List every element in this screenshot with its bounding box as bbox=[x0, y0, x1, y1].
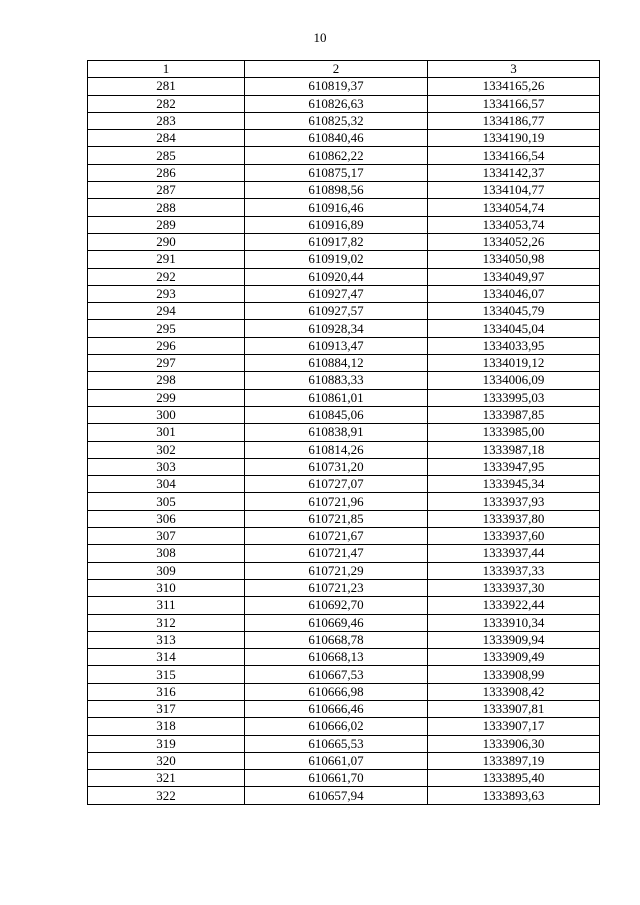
y-coordinate-cell: 1334142,37 bbox=[428, 164, 600, 181]
table-row bbox=[88, 95, 600, 112]
table-row bbox=[88, 631, 600, 648]
table-row bbox=[88, 683, 600, 700]
y-coordinate-cell: 1334186,77 bbox=[428, 112, 600, 129]
y-coordinate-cell: 1333987,85 bbox=[428, 406, 600, 423]
point-number-cell: 310 bbox=[88, 579, 245, 596]
y-coordinate-cell: 1333937,44 bbox=[428, 545, 600, 562]
point-number-cell: 290 bbox=[88, 233, 245, 250]
y-coordinate-cell: 1333910,34 bbox=[428, 614, 600, 631]
y-coordinate-cell: 1333937,93 bbox=[428, 493, 600, 510]
table-row bbox=[88, 700, 600, 717]
point-number-cell: 311 bbox=[88, 597, 245, 614]
x-coordinate-cell: 610913,47 bbox=[245, 337, 428, 354]
x-coordinate-cell: 610927,47 bbox=[245, 285, 428, 302]
x-coordinate-cell: 610668,78 bbox=[245, 631, 428, 648]
x-coordinate-cell: 610883,33 bbox=[245, 372, 428, 389]
x-coordinate-cell: 610661,70 bbox=[245, 770, 428, 787]
y-coordinate-cell: 1334046,07 bbox=[428, 285, 600, 302]
y-coordinate-cell: 1333909,49 bbox=[428, 649, 600, 666]
point-number-cell: 301 bbox=[88, 424, 245, 441]
y-coordinate-cell: 1334052,26 bbox=[428, 233, 600, 250]
table-row bbox=[88, 216, 600, 233]
x-coordinate-cell: 610668,13 bbox=[245, 649, 428, 666]
table-row bbox=[88, 78, 600, 95]
x-coordinate-cell: 610840,46 bbox=[245, 130, 428, 147]
table-row bbox=[88, 424, 600, 441]
y-coordinate-cell: 1333945,34 bbox=[428, 476, 600, 493]
y-coordinate-cell: 1334054,74 bbox=[428, 199, 600, 216]
point-number-cell: 316 bbox=[88, 683, 245, 700]
point-number-cell: 304 bbox=[88, 476, 245, 493]
point-number-cell: 289 bbox=[88, 216, 245, 233]
table-row bbox=[88, 320, 600, 337]
table-row bbox=[88, 199, 600, 216]
point-number-cell: 296 bbox=[88, 337, 245, 354]
x-coordinate-cell: 610721,47 bbox=[245, 545, 428, 562]
x-coordinate-cell: 610916,89 bbox=[245, 216, 428, 233]
point-number-cell: 305 bbox=[88, 493, 245, 510]
coordinates-table bbox=[87, 60, 600, 805]
table-row bbox=[88, 233, 600, 250]
point-number-cell: 321 bbox=[88, 770, 245, 787]
column-header-2: 2 bbox=[245, 61, 428, 78]
point-number-cell: 313 bbox=[88, 631, 245, 648]
point-number-cell: 308 bbox=[88, 545, 245, 562]
y-coordinate-cell: 1333909,94 bbox=[428, 631, 600, 648]
table-row bbox=[88, 770, 600, 787]
x-coordinate-cell: 610731,20 bbox=[245, 458, 428, 475]
page-number: 10 bbox=[313, 30, 327, 45]
y-coordinate-cell: 1334104,77 bbox=[428, 182, 600, 199]
point-number-cell: 295 bbox=[88, 320, 245, 337]
y-coordinate-cell: 1334190,19 bbox=[428, 130, 600, 147]
point-number-cell: 309 bbox=[88, 562, 245, 579]
point-number-cell: 319 bbox=[88, 735, 245, 752]
point-number-cell: 314 bbox=[88, 649, 245, 666]
y-coordinate-cell: 1333893,63 bbox=[428, 787, 600, 804]
x-coordinate-cell: 610666,98 bbox=[245, 683, 428, 700]
y-coordinate-cell: 1333987,18 bbox=[428, 441, 600, 458]
y-coordinate-cell: 1334006,09 bbox=[428, 372, 600, 389]
y-coordinate-cell: 1334045,79 bbox=[428, 303, 600, 320]
x-coordinate-cell: 610919,02 bbox=[245, 251, 428, 268]
table-row bbox=[88, 337, 600, 354]
x-coordinate-cell: 610884,12 bbox=[245, 355, 428, 372]
x-coordinate-cell: 610721,23 bbox=[245, 579, 428, 596]
table-row bbox=[88, 130, 600, 147]
x-coordinate-cell: 610862,22 bbox=[245, 147, 428, 164]
point-number-cell: 291 bbox=[88, 251, 245, 268]
table-row bbox=[88, 545, 600, 562]
table-row bbox=[88, 147, 600, 164]
table-body bbox=[88, 78, 600, 804]
y-coordinate-cell: 1333907,17 bbox=[428, 718, 600, 735]
x-coordinate-cell: 610721,67 bbox=[245, 528, 428, 545]
y-coordinate-cell: 1334049,97 bbox=[428, 268, 600, 285]
y-coordinate-cell: 1333897,19 bbox=[428, 752, 600, 769]
point-number-cell: 286 bbox=[88, 164, 245, 181]
point-number-cell: 302 bbox=[88, 441, 245, 458]
table-row bbox=[88, 718, 600, 735]
x-coordinate-cell: 610875,17 bbox=[245, 164, 428, 181]
table-row bbox=[88, 303, 600, 320]
x-coordinate-cell: 610692,70 bbox=[245, 597, 428, 614]
y-coordinate-cell: 1334033,95 bbox=[428, 337, 600, 354]
y-coordinate-cell: 1333907,81 bbox=[428, 700, 600, 717]
table-row bbox=[88, 355, 600, 372]
x-coordinate-cell: 610917,82 bbox=[245, 233, 428, 250]
point-number-cell: 294 bbox=[88, 303, 245, 320]
x-coordinate-cell: 610721,96 bbox=[245, 493, 428, 510]
table-row bbox=[88, 752, 600, 769]
table-row bbox=[88, 510, 600, 527]
table-row bbox=[88, 579, 600, 596]
x-coordinate-cell: 610669,46 bbox=[245, 614, 428, 631]
x-coordinate-cell: 610666,46 bbox=[245, 700, 428, 717]
x-coordinate-cell: 610838,91 bbox=[245, 424, 428, 441]
table-row bbox=[88, 268, 600, 285]
y-coordinate-cell: 1333908,99 bbox=[428, 666, 600, 683]
table-row bbox=[88, 285, 600, 302]
y-coordinate-cell: 1334166,54 bbox=[428, 147, 600, 164]
y-coordinate-cell: 1333937,33 bbox=[428, 562, 600, 579]
y-coordinate-cell: 1333995,03 bbox=[428, 389, 600, 406]
table-row bbox=[88, 528, 600, 545]
point-number-cell: 298 bbox=[88, 372, 245, 389]
y-coordinate-cell: 1333906,30 bbox=[428, 735, 600, 752]
table-row bbox=[88, 372, 600, 389]
x-coordinate-cell: 610928,34 bbox=[245, 320, 428, 337]
x-coordinate-cell: 610898,56 bbox=[245, 182, 428, 199]
point-number-cell: 283 bbox=[88, 112, 245, 129]
point-number-cell: 307 bbox=[88, 528, 245, 545]
point-number-cell: 320 bbox=[88, 752, 245, 769]
x-coordinate-cell: 610819,37 bbox=[245, 78, 428, 95]
y-coordinate-cell: 1333937,60 bbox=[428, 528, 600, 545]
point-number-cell: 299 bbox=[88, 389, 245, 406]
x-coordinate-cell: 610661,07 bbox=[245, 752, 428, 769]
y-coordinate-cell: 1334053,74 bbox=[428, 216, 600, 233]
x-coordinate-cell: 610927,57 bbox=[245, 303, 428, 320]
point-number-cell: 285 bbox=[88, 147, 245, 164]
table-header-row bbox=[88, 61, 600, 78]
table-row bbox=[88, 649, 600, 666]
table-row bbox=[88, 666, 600, 683]
point-number-cell: 322 bbox=[88, 787, 245, 804]
x-coordinate-cell: 610657,94 bbox=[245, 787, 428, 804]
x-coordinate-cell: 610825,32 bbox=[245, 112, 428, 129]
point-number-cell: 284 bbox=[88, 130, 245, 147]
y-coordinate-cell: 1333937,30 bbox=[428, 579, 600, 596]
table-row bbox=[88, 597, 600, 614]
table-row bbox=[88, 251, 600, 268]
table-row bbox=[88, 787, 600, 804]
table-row bbox=[88, 562, 600, 579]
table-row bbox=[88, 493, 600, 510]
point-number-cell: 312 bbox=[88, 614, 245, 631]
x-coordinate-cell: 610667,53 bbox=[245, 666, 428, 683]
point-number-cell: 287 bbox=[88, 182, 245, 199]
table-row bbox=[88, 389, 600, 406]
table-row bbox=[88, 458, 600, 475]
y-coordinate-cell: 1333922,44 bbox=[428, 597, 600, 614]
y-coordinate-cell: 1334019,12 bbox=[428, 355, 600, 372]
table-row bbox=[88, 182, 600, 199]
x-coordinate-cell: 610665,53 bbox=[245, 735, 428, 752]
x-coordinate-cell: 610845,06 bbox=[245, 406, 428, 423]
x-coordinate-cell: 610721,29 bbox=[245, 562, 428, 579]
point-number-cell: 300 bbox=[88, 406, 245, 423]
table-row bbox=[88, 164, 600, 181]
table-row bbox=[88, 112, 600, 129]
x-coordinate-cell: 610721,85 bbox=[245, 510, 428, 527]
y-coordinate-cell: 1334050,98 bbox=[428, 251, 600, 268]
point-number-cell: 282 bbox=[88, 95, 245, 112]
point-number-cell: 292 bbox=[88, 268, 245, 285]
x-coordinate-cell: 610826,63 bbox=[245, 95, 428, 112]
column-header-1: 1 bbox=[88, 61, 245, 78]
y-coordinate-cell: 1333937,80 bbox=[428, 510, 600, 527]
x-coordinate-cell: 610916,46 bbox=[245, 199, 428, 216]
point-number-cell: 318 bbox=[88, 718, 245, 735]
table-row bbox=[88, 406, 600, 423]
table-row bbox=[88, 614, 600, 631]
point-number-cell: 297 bbox=[88, 355, 245, 372]
table-row bbox=[88, 735, 600, 752]
y-coordinate-cell: 1333895,40 bbox=[428, 770, 600, 787]
y-coordinate-cell: 1333947,95 bbox=[428, 458, 600, 475]
x-coordinate-cell: 610666,02 bbox=[245, 718, 428, 735]
y-coordinate-cell: 1334165,26 bbox=[428, 78, 600, 95]
point-number-cell: 315 bbox=[88, 666, 245, 683]
table-row bbox=[88, 476, 600, 493]
point-number-cell: 288 bbox=[88, 199, 245, 216]
y-coordinate-cell: 1333985,00 bbox=[428, 424, 600, 441]
x-coordinate-cell: 610727,07 bbox=[245, 476, 428, 493]
table-row bbox=[88, 441, 600, 458]
point-number-cell: 303 bbox=[88, 458, 245, 475]
x-coordinate-cell: 610814,26 bbox=[245, 441, 428, 458]
x-coordinate-cell: 610861,01 bbox=[245, 389, 428, 406]
y-coordinate-cell: 1333908,42 bbox=[428, 683, 600, 700]
point-number-cell: 293 bbox=[88, 285, 245, 302]
x-coordinate-cell: 610920,44 bbox=[245, 268, 428, 285]
point-number-cell: 281 bbox=[88, 78, 245, 95]
point-number-cell: 317 bbox=[88, 700, 245, 717]
column-header-3: 3 bbox=[428, 61, 600, 78]
y-coordinate-cell: 1334045,04 bbox=[428, 320, 600, 337]
y-coordinate-cell: 1334166,57 bbox=[428, 95, 600, 112]
point-number-cell: 306 bbox=[88, 510, 245, 527]
